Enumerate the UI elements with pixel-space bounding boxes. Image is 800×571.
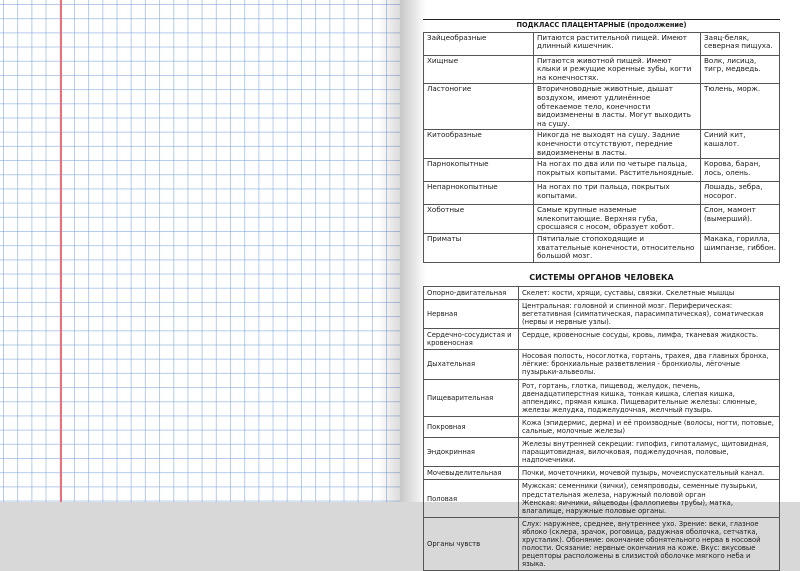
order-cell: Китообразные bbox=[424, 130, 534, 159]
system-cell: Сердечно-сосудистая и кровеносная bbox=[424, 329, 519, 350]
table-row bbox=[424, 32, 780, 55]
table-heading: ПОДКЛАСС ПЛАЦЕНТАРНЫЕ (продолжение) bbox=[423, 19, 780, 32]
organs-cell: Рот, гортань, глотка, пищевод, желудок, печень, двенадцатиперстная кишка, тонкая кишка, слепая кишка, аппендикс, прямая кишка. Пищеварительные железы: слюнные, железы желудка, поджелудочная, желчный пузырь. bbox=[519, 379, 780, 416]
organ-systems-table bbox=[423, 286, 780, 571]
spine-shadow-left bbox=[378, 0, 400, 502]
features-cell: Вторичноводные животные, дышат воздухом, имеют удлинённое обтекаемое тело, конечности видоизменены в ласты. Могут выходить на сушу. bbox=[534, 84, 701, 130]
page-content bbox=[423, 19, 780, 571]
features-cell: Самые крупные наземные млекопитающие. Верхняя губа, сросшаяся с носом, образует хобот. bbox=[534, 205, 701, 234]
table-row bbox=[424, 55, 780, 84]
features-cell: Никогда не выходят на сушу. Задние конечности отсутствуют, передние видоизменены в ласты. bbox=[534, 130, 701, 159]
examples-cell: Слон, мамонт (вымерший). bbox=[701, 205, 780, 234]
organs-cell: Железы внутренней секреции: гипофиз, гипоталамус, щитовидная, паращитовидная, вилочковая, поджелудочная, половые, надпочечники. bbox=[519, 438, 780, 467]
features-cell: Питаются растительной пищей. Имеют длинный кишечник. bbox=[534, 32, 701, 55]
examples-cell: Лошадь, зебра, носорог. bbox=[701, 182, 780, 205]
table-row bbox=[424, 480, 780, 517]
table-row bbox=[424, 329, 780, 350]
features-cell: На ногах по два или по четыре пальца, покрытых копытами. Растительноядные. bbox=[534, 159, 701, 182]
system-cell: Нервная bbox=[424, 299, 519, 328]
examples-cell: Волк, лисица, тигр, медведь. bbox=[701, 55, 780, 84]
examples-cell: Корова, баран, лось, олень. bbox=[701, 159, 780, 182]
systems-title: СИСТЕМЫ ОРГАНОВ ЧЕЛОВЕКА bbox=[529, 272, 674, 282]
table-row bbox=[424, 130, 780, 159]
table-row bbox=[424, 286, 780, 299]
organs-cell: Скелет: кости, хрящи, суставы, связки. Скелетные мышцы bbox=[519, 286, 780, 299]
examples-cell: Заяц-беляк, северная пищуха. bbox=[701, 32, 780, 55]
placental-orders-table bbox=[423, 19, 780, 263]
table-row bbox=[424, 159, 780, 182]
examples-cell: Макака, горилла, шимпанзе, гиббон. bbox=[701, 233, 780, 262]
system-cell: Эндокринная bbox=[424, 438, 519, 467]
order-cell: Ластоногие bbox=[424, 84, 534, 130]
table-row bbox=[424, 438, 780, 467]
table-row bbox=[424, 379, 780, 416]
table-row bbox=[424, 205, 780, 234]
order-cell: Хоботные bbox=[424, 205, 534, 234]
order-cell: Хищные bbox=[424, 55, 534, 84]
table-row bbox=[424, 84, 780, 130]
examples-cell: Тюлень, морж. bbox=[701, 84, 780, 130]
features-cell: Пятипалые стопоходящие и хватательные конечности, относительно большой мозг. bbox=[534, 233, 701, 262]
organs-cell: Сердце, кровеносные сосуды, кровь, лимфа, тканевая жидкость. bbox=[519, 329, 780, 350]
table-row bbox=[424, 182, 780, 205]
table-row bbox=[424, 233, 780, 262]
examples-cell: Синий кит, кашалот. bbox=[701, 130, 780, 159]
table-row bbox=[424, 299, 780, 328]
margin-line bbox=[60, 0, 62, 502]
features-cell: На ногах по три пальца, покрытых копытами. bbox=[534, 182, 701, 205]
system-cell: Органы чувств bbox=[424, 517, 519, 571]
system-cell: Мочевыделительная bbox=[424, 467, 519, 480]
system-cell: Дыхательная bbox=[424, 350, 519, 379]
organs-cell: Кожа (эпидермис, дерма) и её производные (волосы, ногти, потовые, сальные, молочные железы) bbox=[519, 416, 780, 437]
order-cell: Зайцеобразные bbox=[424, 32, 534, 55]
table-row bbox=[424, 467, 780, 480]
order-cell: Приматы bbox=[424, 233, 534, 262]
system-cell: Опорно-двигательная bbox=[424, 286, 519, 299]
table-row bbox=[424, 416, 780, 437]
left-page-grid bbox=[0, 0, 400, 502]
table-row bbox=[424, 350, 780, 379]
organs-cell: Мужская: семенники (яички), семяпроводы, семенные пузырьки, предстательная железа, наружный половой орган Женская: яичники, яйцеводы (фаллопиевы трубы), матка, влагалище, наружные половые органы. bbox=[519, 480, 780, 517]
table-row bbox=[424, 517, 780, 571]
order-cell: Парнокопытные bbox=[424, 159, 534, 182]
organs-cell: Почки, мочеточники, мочевой пузырь, мочеиспускательный канал. bbox=[519, 467, 780, 480]
system-cell: Пищеварительная bbox=[424, 379, 519, 416]
right-page bbox=[400, 0, 800, 569]
order-cell: Непарнокопытные bbox=[424, 182, 534, 205]
system-cell: Половая bbox=[424, 480, 519, 517]
organs-cell: Центральная: головной и спинной мозг. Периферическая: вегетативная (симпатическая, парасимпатическая), соматическая (нервы и нервные узлы). bbox=[519, 299, 780, 328]
table-body bbox=[424, 32, 780, 262]
features-cell: Питаются животной пищей. Имеют клыки и режущие коренные зубы, когти на конечностях. bbox=[534, 55, 701, 84]
table-body bbox=[424, 286, 780, 571]
organs-cell: Носовая полость, носоглотка, гортань, трахея, два главных бронха, лёгкие: бронхиальные разветвления - бронхиолы, лёгочные пузырьки-альвеолы. bbox=[519, 350, 780, 379]
system-cell: Покровная bbox=[424, 416, 519, 437]
organs-cell: Слух: наружнее, среднее, внутреннее ухо. Зрение: веки, глазное яблоко (склера, зрачок, роговица, радужная оболочка, сетчатка, хрусталик). Обоняние: окончание обонятельного нерва в носовой полости. Осязание: нервные окончания на коже. Вкус: вкусовые рецепторы расположены в слизистой оболочке мягкого неба и языка. bbox=[519, 517, 780, 571]
